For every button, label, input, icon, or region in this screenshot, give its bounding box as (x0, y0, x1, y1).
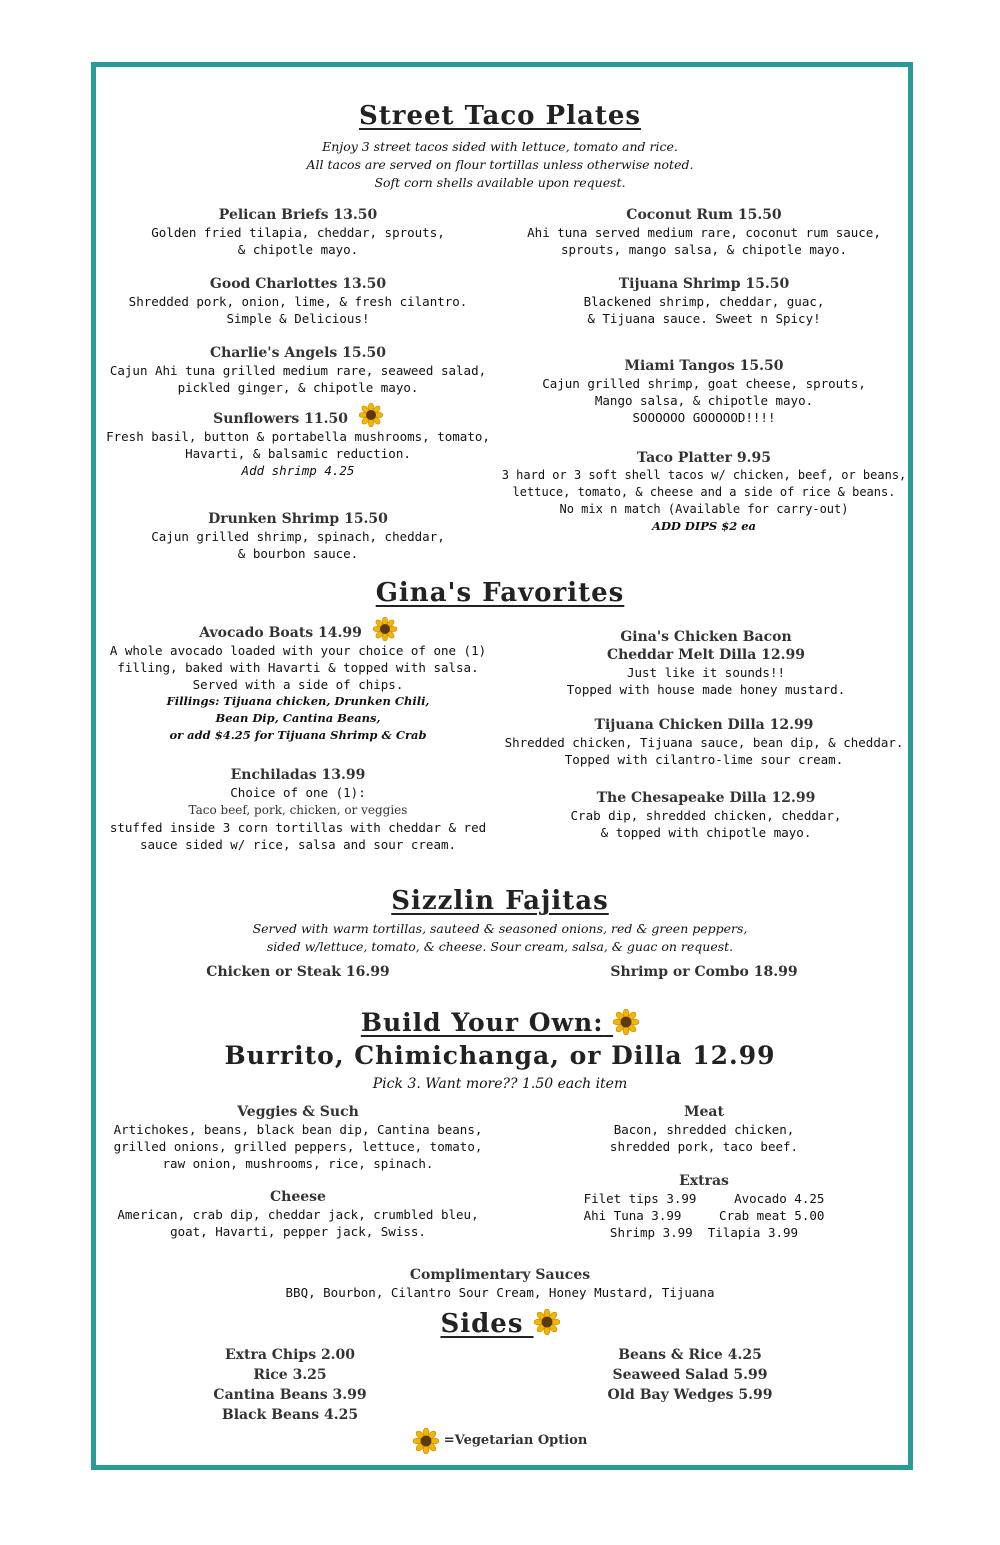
sides-left-list (140, 1345, 440, 1425)
menu-item-good-charlottes: Good Charlottes 13.50 Shredded pork, onion, lime, & fresh cilantro. Simple & Delicious! (128, 276, 468, 326)
build-your-own-items: Burrito, Chimichanga, or Dilla 12.99 (224, 1041, 776, 1070)
menu-item-pelican-briefs: Pelican Briefs 13.50 Golden fried tilapia, cheddar, sprouts, & chipotle mayo. (151, 207, 445, 257)
sunflower-icon (373, 617, 397, 641)
section-title-fajitas: Sizzlin Fajitas (391, 886, 609, 916)
build-veggies: Veggies & Such Artichokes, beans, black bean dip, Cantina beans, grilled onions, grilled peppers, lettuce, tomato, raw onion, mushrooms, rice, spinach. (113, 1104, 483, 1171)
menu-item-avocado-boats: Avocado Boats 14.99 A whole avocado loaded with your choice of one (1) filling, baked with Havarti & topped with salsa. Served with a side of chips. Fillings: Tijuana chicken, Drunken Chili, Bean Dip, Cantina Beans, or add $4.25 for Tijuana Shrimp & Crab (100, 624, 496, 744)
section-title-build-your-own: Build Your Own: (280, 1008, 720, 1037)
menu-item-drunken-shrimp: Drunken Shrimp 15.50 Cajun grilled shrimp, spinach, cheddar, & bourbon sauce. (151, 511, 445, 561)
build-extras: Extras Filet tips 3.99 Avocado 4.25 Ahi Tuna 3.99 Crab meat 5.00 Shrimp 3.99 Tilapia 3.99 (583, 1173, 825, 1240)
fajitas-chicken-steak: Chicken or Steak 16.99 (206, 964, 390, 980)
menu-item-sunflowers: Sunflowers 11.50 Fresh basil, button & portabella mushrooms, tomato, Havarti, & balsamic reduction. Add shrimp 4.25 (100, 410, 496, 479)
side-item: Extra Chips 2.00 (224, 1347, 356, 1363)
menu-item-ginas-chicken-bacon-dilla: Gina's Chicken Bacon Cheddar Melt Dilla 12.99 Just like it sounds!! Topped with house made honey mustard. (566, 629, 846, 697)
menu-item-charlies-angels: Charlie's Angels 15.50 Cajun Ahi tuna grilled medium rare, seaweed salad, pickled ginger, & chipotle mayo. (109, 345, 487, 395)
section-title-ginas-favorites: Gina's Favorites (375, 578, 625, 608)
side-item: Rice 3.25 (253, 1367, 327, 1383)
menu-item-taco-platter: Taco Platter 9.95 3 hard or 3 soft shell tacos w/ chicken, beef, or beans, lettuce, tomato, & cheese and a side of rice & beans. No mix n match (Available for carry-out) ADD DIPS $2 ea (501, 450, 907, 533)
sunflower-icon (534, 1309, 560, 1335)
section-title-street-tacos: Street Taco Plates (358, 101, 642, 131)
side-item: Old Bay Wedges 5.99 (607, 1387, 773, 1403)
sunflower-icon (613, 1009, 639, 1035)
side-item: Seaweed Salad 5.99 (612, 1367, 768, 1383)
menu-item-tijuana-shrimp: Tijuana Shrimp 15.50 Blackened shrimp, cheddar, guac, & Tijuana sauce. Sweet n Spicy! (583, 276, 825, 326)
build-cheese: Cheese American, crab dip, cheddar jack, crumbled bleu, goat, Havarti, pepper jack, Swiss. (117, 1189, 479, 1239)
complimentary-sauces: Complimentary Sauces BBQ, Bourbon, Cilantro Sour Cream, Honey Mustard, Tijuana (285, 1267, 715, 1300)
sides-right-list (540, 1345, 840, 1405)
section-title-sides: Sides (380, 1309, 620, 1339)
side-item: Black Beans 4.25 (221, 1407, 359, 1423)
menu-item-tijuana-chicken-dilla: Tijuana Chicken Dilla 12.99 Shredded chicken, Tijuana sauce, bean dip, & cheddar. Topped with cilantro-lime sour cream. (504, 717, 904, 767)
vegetarian-legend: =Vegetarian Option (300, 1428, 700, 1454)
build-your-own-subtitle: Pick 3. Want more?? 1.50 each item (372, 1076, 628, 1092)
menu-item-chesapeake-dilla: The Chesapeake Dilla 12.99 Crab dip, shredded chicken, cheddar, & topped with chipotle mayo. (570, 790, 842, 840)
side-item: Cantina Beans 3.99 (213, 1387, 367, 1403)
sunflower-icon (413, 1428, 439, 1454)
side-item: Beans & Rice 4.25 (618, 1347, 762, 1363)
street-tacos-subtitle: Enjoy 3 street tacos sided with lettuce, tomato and rice. All tacos are served on flour tortillas unless otherwise noted. Soft corn shells available upon request. (306, 139, 694, 190)
fajitas-subtitle: Served with warm tortillas, sauteed & seasoned onions, red & green peppers, sided w/lettuce, tomato, & cheese. Sour cream, salsa, & guac on request. (252, 921, 748, 954)
fajitas-shrimp-combo: Shrimp or Combo 18.99 (610, 964, 798, 980)
menu-item-coconut-rum: Coconut Rum 15.50 Ahi tuna served medium rare, coconut rum sauce, sprouts, mango salsa, & chipotle mayo. (527, 207, 881, 257)
sunflower-icon (359, 403, 383, 427)
menu-item-enchiladas: Enchiladas 13.99 Choice of one (1): Taco beef, pork, chicken, or veggies stuffed inside 3 corn tortillas with cheddar & red sauce sided w/ rice, salsa and sour cream. (109, 767, 487, 852)
build-meat: Meat Bacon, shredded chicken, shredded pork, taco beef. (609, 1104, 799, 1154)
menu-item-miami-tangos: Miami Tangos 15.50 Cajun grilled shrimp, goat cheese, sprouts, Mango salsa, & chipotle mayo. SOOOOOO GOOOOOD!!!! (542, 358, 866, 425)
